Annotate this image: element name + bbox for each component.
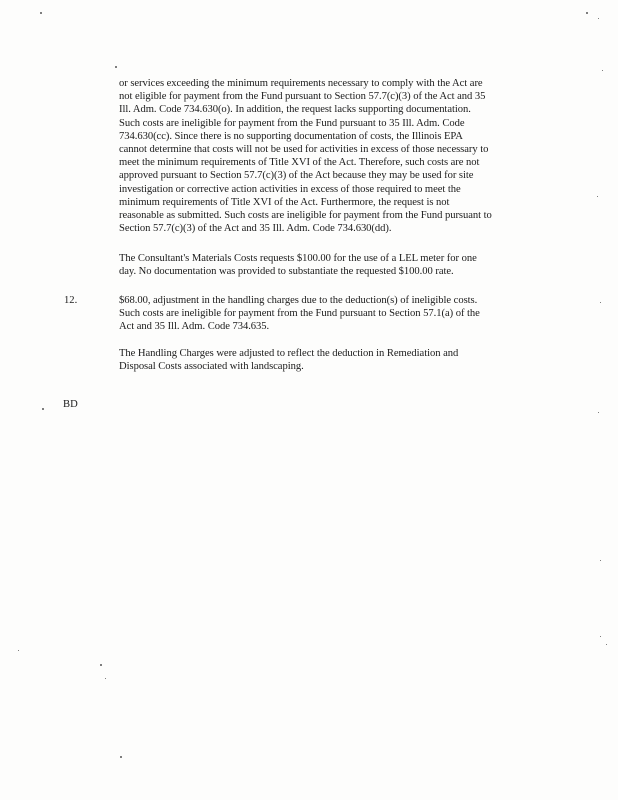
scan-speck [115,66,117,68]
text-line: Ill. Adm. Code 734.630(o). In addition, the request lacks supporting documentation. [119,104,471,116]
text-line: not eligible for payment from the Fund pursuant to Section 57.7(c)(3) of the Act and 35 [119,91,486,103]
text-line: approved pursuant to Section 57.7(c)(3) of the Act because they may be used for site [119,170,474,182]
scan-speck [600,302,601,303]
text-line: day. No documentation was provided to substantiate the requested $100.00 rate. [119,266,454,278]
text-line: cannot determine that costs will not be used for activities in excess of those necessary to [119,144,489,156]
text-line: investigation or corrective action activities in excess of those required to meet the [119,183,461,195]
scan-speck [40,12,42,14]
text-line: meet the minimum requirements of Title XVI of the Act. Therefore, such costs are not [119,157,480,169]
text-line: or services exceeding the minimum requirements necessary to comply with the Act are [119,78,483,89]
scan-speck [105,678,106,679]
scan-speck [42,408,44,410]
text-line: reasonable as submitted. Such costs are ineligible for payment from the Fund pursuant to [119,210,492,222]
scan-speck [600,560,601,561]
scan-speck [120,756,122,758]
scan-speck [602,70,603,71]
item-number: 12. [64,295,78,306]
paragraph-ineligible-costs [119,77,492,235]
text-line: $68.00, adjustment in the handling charges due to the deduction(s) of ineligible costs. [119,295,478,306]
text-line: Section 57.7(c)(3) of the Act and 35 Ill. Adm. Code 734.630(dd). [119,223,392,235]
author-initials: BD [63,399,78,410]
scan-speck [586,12,588,14]
scan-speck [18,650,19,651]
scan-speck [598,18,599,19]
scan-speck [100,664,102,666]
text-line: The Handling Charges were adjusted to reflect the deduction in Remediation and [119,348,459,359]
paragraph-materials-costs [119,252,477,278]
text-line: Such costs are ineligible for payment from the Fund pursuant to 35 Ill. Adm. Code [119,117,465,129]
scan-speck [606,644,607,645]
text-line: Disposal Costs associated with landscaping. [119,361,304,373]
scan-speck [598,412,599,413]
text-line: Act and 35 Ill. Adm. Code 734.635. [119,321,270,333]
paragraph-handling-charges-adjustment [119,294,480,334]
scan-speck [600,636,601,637]
text-line: minimum requirements of Title XVI of the Act. Furthermore, the request is not [119,196,450,208]
text-line: Such costs are ineligible for payment from the Fund pursuant to Section 57.1(a) of the [119,308,480,320]
text-line: The Consultant's Materials Costs requests $100.00 for the use of a LEL meter for one [119,253,477,264]
text-line: 734.630(cc). Since there is no supporting documentation of costs, the Illinois EPA [119,130,463,142]
paragraph-handling-charges-note [119,347,458,373]
scan-speck [597,196,598,197]
